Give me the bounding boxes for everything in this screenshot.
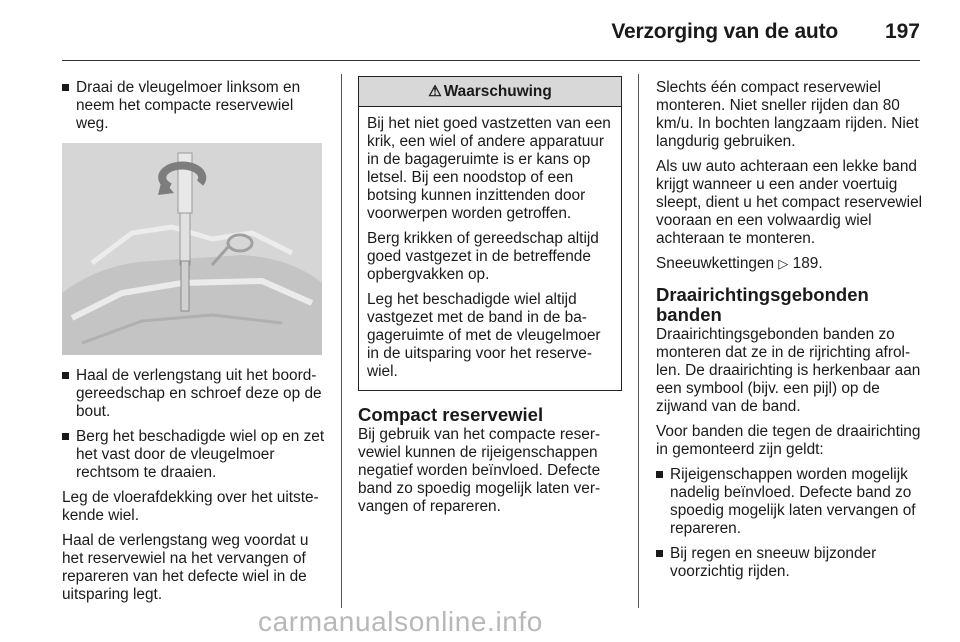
- paragraph: Voor banden die tegen de draairichting in gemonteerd zijn geldt:: [656, 423, 921, 458]
- list-item: Rijeigenschappen worden mogelijk nadelig beïnvloed. Defecte band zo spoedig mogelijk laten vervangen of repareren.: [656, 466, 924, 538]
- warning-header: ⚠ Waarschuwing: [359, 77, 621, 107]
- bullet-icon: [62, 372, 69, 379]
- warning-paragraph: Bij het niet goed vastzetten van een krik, een wiel of andere apparatuur in de bagageruimte is er kans op letsel. Bij een noodstop of een botsing kunnen inzittenden door voorwerpen worden getroffen.: [367, 115, 611, 222]
- paragraph: Als uw auto achteraan een lekke band krijgt wanneer u een ander voertuig sleept, dient u het compact reservewiel vooraan en een volwaardig wiel achteraan te monteren.: [656, 158, 923, 247]
- column-divider-2: [638, 74, 639, 608]
- watermark: carmanualsonline.info: [258, 606, 543, 637]
- bullet-icon: [62, 84, 69, 91]
- column-middle: [358, 76, 622, 523]
- page-reference-icon: ▷: [778, 256, 789, 271]
- column-left: [62, 79, 330, 611]
- list-item: Bij regen en sneeuw bijzonder voorzichtig rijden.: [656, 545, 924, 581]
- paragraph: Haal de verlengstang weg voordat u het reservewiel na het vervangen of repareren van het defecte wiel in de uitsparing legt.: [62, 532, 309, 603]
- cross-reference: Sneeuwkettingen ▷ 189.: [656, 255, 823, 272]
- warning-triangle-icon: ⚠: [428, 83, 442, 100]
- bullet-icon: [656, 550, 663, 557]
- paragraph: Slechts één compact reservewiel monteren. Niet sneller rijden dan 80 km/u. In bochten langzaam rijden. Niet langdurig gebruiken.: [656, 79, 919, 150]
- paragraph: Bij gebruik van het compacte reservewiel kunnen de rijeigenschappen negatief worden beïnvloed. Defecte band zo spoedig mogelijk laten vervangen of repareren.: [358, 426, 601, 515]
- list-item: Berg het beschadigde wiel op en zet het vast door de vleugelmoer rechtsom te draaien.: [62, 428, 330, 482]
- list-item: Draai de vleugelmoer linksom en neem het compacte reservewiel weg.: [62, 79, 330, 133]
- bullet-icon: [656, 471, 663, 478]
- column-divider-1: [341, 74, 342, 608]
- warning-paragraph: Leg het beschadigde wiel altijd vastgezet met de band in de bagageruimte of met de vleugelmoer in de uitsparing voor het reservewiel.: [367, 291, 601, 380]
- page-number: 197: [884, 20, 920, 43]
- section-heading: Compact reservewiel: [358, 404, 544, 425]
- bullet-icon: [62, 433, 69, 440]
- warning-box: [358, 76, 622, 391]
- header-divider: [62, 60, 920, 61]
- paragraph: Leg de vloerafdekking over het uitstekende wiel.: [62, 489, 319, 524]
- warning-paragraph: Berg krikken of gereedschap altijd goed vastgezet in de betreffende opbergvakken op.: [367, 230, 599, 283]
- warning-body: [359, 107, 621, 390]
- spare-wheel-illustration: [62, 143, 322, 355]
- page-title: Verzorging van de auto: [611, 20, 838, 43]
- column-right: [656, 79, 924, 588]
- section-heading: Draairichtingsgebonden banden: [656, 284, 869, 325]
- spare-wheel-drawing: [62, 143, 322, 355]
- list-item: Haal de verlengstang uit het boordgereedschap en schroef deze op de bout.: [62, 367, 330, 421]
- paragraph: Draairichtingsgebonden banden zo monteren dat ze in de rijrichting afrollen. De draairichting is herkenbaar aan een symbool (bijv. een pijl) op de zijwand van de band.: [656, 326, 921, 415]
